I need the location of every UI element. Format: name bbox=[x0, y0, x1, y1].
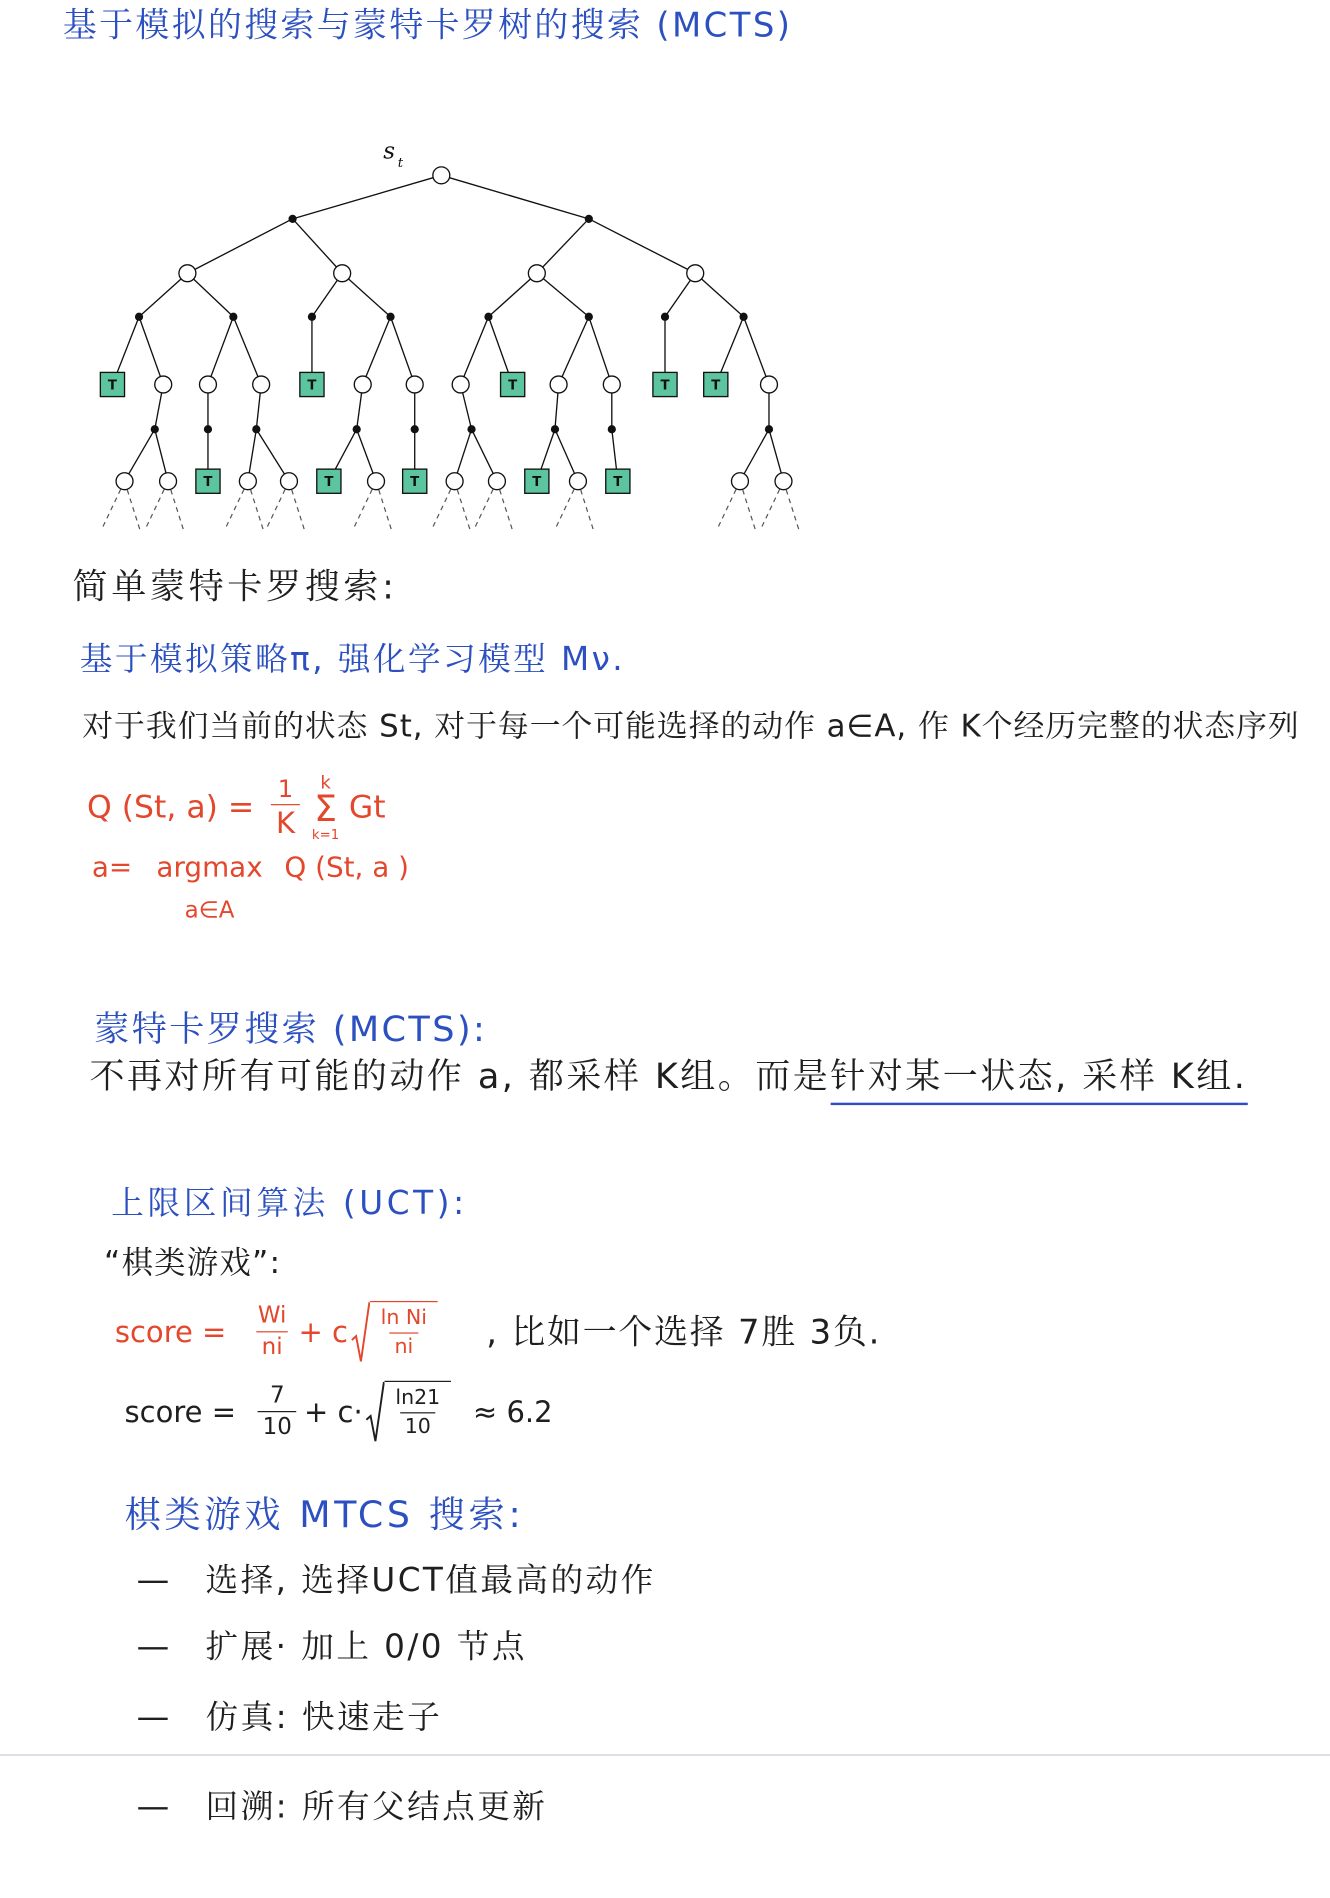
terminal-label: T bbox=[307, 378, 317, 394]
state-node bbox=[433, 167, 450, 184]
step-text: 选择, 选择UCT值最高的动作 bbox=[205, 1562, 656, 1600]
state-node bbox=[334, 265, 351, 282]
fraction-denominator: K bbox=[271, 804, 300, 839]
step-expansion bbox=[137, 1629, 527, 1668]
state-node bbox=[528, 265, 545, 282]
state-node bbox=[731, 473, 748, 490]
state-node bbox=[775, 473, 792, 490]
tree-edge bbox=[187, 219, 292, 273]
tree-edge bbox=[256, 429, 289, 481]
summation-lower-limit: k=1 bbox=[311, 827, 340, 843]
score-result: ≈ 6.2 bbox=[472, 1395, 553, 1429]
step-simulation bbox=[137, 1699, 443, 1738]
step-text: 扩展· 加上 0/0 节点 bbox=[205, 1628, 527, 1667]
simple-mc-premise: 基于模拟策略π, 强化学习模型 Mν. bbox=[79, 640, 626, 679]
step-text: 回溯: 所有父结点更新 bbox=[205, 1788, 548, 1826]
fraction-denominator: 10 bbox=[400, 1412, 436, 1438]
radicand bbox=[384, 1381, 451, 1444]
state-node bbox=[116, 473, 133, 490]
root-state-subscript: t bbox=[397, 155, 404, 171]
step-text: 仿真: 快速走子 bbox=[205, 1698, 443, 1737]
q-value-formula bbox=[87, 771, 386, 843]
terminal-label: T bbox=[107, 378, 117, 394]
tree-edge bbox=[208, 317, 233, 385]
page-title: 基于模拟的搜索与蒙特卡罗树的搜索 (MCTS) bbox=[62, 4, 793, 45]
terminal-node bbox=[403, 469, 427, 493]
mcts-description-text: 不再对所有可能的动作 a, 都采样 K组。而是 bbox=[89, 1055, 831, 1097]
state-node bbox=[761, 376, 778, 393]
terminal-label: T bbox=[324, 475, 334, 491]
step-selection bbox=[137, 1562, 656, 1601]
q-formula-fraction bbox=[271, 773, 300, 841]
uct-example-note: , 比如一个选择 7胜 3负. bbox=[486, 1311, 882, 1352]
action-node bbox=[484, 313, 492, 321]
state-node bbox=[354, 376, 371, 393]
mcts-tree-diagram bbox=[0, 0, 846, 544]
terminal-node bbox=[300, 372, 324, 396]
tree-edge bbox=[488, 273, 536, 317]
tree-edge bbox=[342, 273, 390, 317]
terminal-node bbox=[196, 469, 220, 493]
fraction-numerator: 1 bbox=[277, 773, 294, 803]
fraction-numerator: Wi bbox=[257, 1302, 287, 1329]
terminal-node bbox=[653, 372, 677, 396]
fraction-numerator: 7 bbox=[269, 1382, 285, 1409]
tree-edge bbox=[744, 317, 769, 385]
state-node bbox=[253, 376, 270, 393]
uct-score-formula bbox=[115, 1301, 881, 1364]
radical-sign-icon bbox=[350, 1301, 369, 1364]
radicand bbox=[370, 1301, 438, 1364]
terminal-label: T bbox=[410, 475, 420, 491]
tree-edge bbox=[559, 317, 589, 385]
action-node bbox=[151, 425, 159, 433]
q-formula-term: Gt bbox=[348, 789, 386, 826]
list-bullet: — bbox=[136, 1628, 170, 1667]
summation-symbol: Σ bbox=[314, 788, 338, 831]
uct-heading: 上限区间算法 (UCT): bbox=[111, 1184, 468, 1223]
list-bullet: — bbox=[136, 1788, 170, 1826]
state-node bbox=[199, 376, 216, 393]
action-node bbox=[608, 425, 616, 433]
fraction-denominator: ni bbox=[257, 1331, 288, 1360]
action-node bbox=[585, 313, 593, 321]
radical-sign-icon bbox=[365, 1381, 384, 1444]
uct-context: “棋类游戏”: bbox=[103, 1245, 282, 1282]
fraction-numerator: ln21 bbox=[395, 1385, 441, 1410]
tree-edge bbox=[139, 273, 187, 317]
state-node bbox=[550, 376, 567, 393]
terminal-label: T bbox=[711, 378, 721, 394]
score-lhs: score = bbox=[114, 1315, 227, 1350]
win-ratio-fraction bbox=[253, 1302, 291, 1361]
exploration-coefficient: + c· bbox=[303, 1395, 363, 1429]
state-node bbox=[446, 473, 463, 490]
state-node bbox=[569, 473, 586, 490]
action-node bbox=[252, 425, 260, 433]
tree-nodes bbox=[100, 167, 792, 493]
action-node bbox=[308, 313, 316, 321]
action-node bbox=[739, 313, 747, 321]
list-bullet: — bbox=[136, 1698, 170, 1737]
step-backpropagation bbox=[137, 1788, 548, 1827]
exploration-coefficient: + c bbox=[298, 1315, 349, 1350]
win-ratio-fraction bbox=[258, 1384, 297, 1439]
tree-edge bbox=[293, 175, 442, 219]
argmax-label: argmax bbox=[156, 852, 263, 884]
tree-edge bbox=[363, 317, 391, 385]
state-node bbox=[281, 473, 298, 490]
action-node bbox=[135, 313, 143, 321]
state-node bbox=[687, 265, 704, 282]
fraction-numerator: ln Ni bbox=[380, 1305, 428, 1330]
fraction-denominator: 10 bbox=[258, 1411, 297, 1440]
action-node bbox=[204, 425, 212, 433]
terminal-label: T bbox=[660, 378, 670, 394]
action-node bbox=[585, 215, 593, 223]
state-node bbox=[155, 376, 172, 393]
fraction-denominator: ni bbox=[390, 1332, 418, 1358]
argmax-operator bbox=[156, 854, 262, 924]
terminal-node bbox=[100, 372, 124, 396]
state-node bbox=[368, 473, 385, 490]
tree-edge bbox=[293, 219, 343, 273]
state-node bbox=[603, 376, 620, 393]
tree-edge bbox=[537, 273, 589, 317]
action-node bbox=[661, 313, 669, 321]
terminal-label: T bbox=[508, 378, 518, 394]
summation bbox=[311, 771, 340, 843]
radicand-fraction bbox=[391, 1385, 446, 1439]
argmax-subscript: a∈A bbox=[184, 897, 235, 925]
terminal-label: T bbox=[532, 475, 542, 491]
tree-edge bbox=[589, 219, 695, 273]
action-formula-lhs: a= bbox=[91, 852, 133, 884]
action-node bbox=[467, 425, 475, 433]
action-node bbox=[411, 425, 419, 433]
terminal-node bbox=[704, 372, 728, 396]
state-node bbox=[179, 265, 196, 282]
simple-mc-heading: 简单蒙特卡罗搜索: bbox=[72, 565, 398, 607]
tree-edge bbox=[695, 273, 743, 317]
action-node bbox=[353, 425, 361, 433]
action-formula bbox=[92, 854, 409, 924]
mcts-description-underlined: 针对某一状态, 采样 K组. bbox=[830, 1056, 1247, 1106]
tree-edge bbox=[187, 273, 233, 317]
list-bullet: — bbox=[136, 1562, 170, 1600]
action-node bbox=[229, 313, 237, 321]
action-node bbox=[765, 425, 773, 433]
state-node bbox=[160, 473, 177, 490]
mcts-heading: 蒙特卡罗搜索 (MCTS): bbox=[94, 1008, 488, 1050]
action-node bbox=[288, 215, 296, 223]
q-formula-lhs: Q (St, a) = bbox=[87, 789, 255, 826]
summation-upper-limit: k bbox=[320, 771, 331, 794]
radicand-fraction bbox=[376, 1305, 432, 1359]
tree-edge bbox=[461, 317, 489, 385]
terminal-label: T bbox=[613, 475, 623, 491]
state-node bbox=[488, 473, 505, 490]
tree-edge bbox=[391, 317, 415, 385]
mcts-description bbox=[89, 1056, 1247, 1098]
terminal-node bbox=[525, 469, 549, 493]
mcts-steps-heading: 棋类游戏 MTCS 搜索: bbox=[124, 1494, 525, 1537]
terminal-node bbox=[501, 372, 525, 396]
action-node bbox=[551, 425, 559, 433]
tree-edge bbox=[537, 219, 589, 273]
state-node bbox=[452, 376, 469, 393]
page-divider bbox=[0, 1754, 1330, 1755]
tree-edge bbox=[441, 175, 589, 219]
terminal-node bbox=[317, 469, 341, 493]
simple-mc-description: 对于我们当前的状态 St, 对于每一个可能选择的动作 a∈A, 作 K个经历完整的状态序列 bbox=[82, 708, 1300, 745]
root-state-label: s bbox=[383, 138, 396, 165]
tree-edge bbox=[139, 317, 163, 385]
action-node bbox=[386, 313, 394, 321]
square-root bbox=[365, 1381, 451, 1444]
state-node bbox=[406, 376, 423, 393]
terminal-node bbox=[606, 469, 630, 493]
state-node bbox=[239, 473, 256, 490]
tree-edge bbox=[589, 317, 612, 385]
uct-score-example bbox=[125, 1381, 553, 1444]
terminal-label: T bbox=[203, 475, 213, 491]
tree-edge bbox=[233, 317, 261, 385]
action-formula-argument: Q (St, a ) bbox=[284, 852, 409, 884]
square-root bbox=[350, 1301, 437, 1364]
score-lhs: score = bbox=[124, 1395, 237, 1429]
